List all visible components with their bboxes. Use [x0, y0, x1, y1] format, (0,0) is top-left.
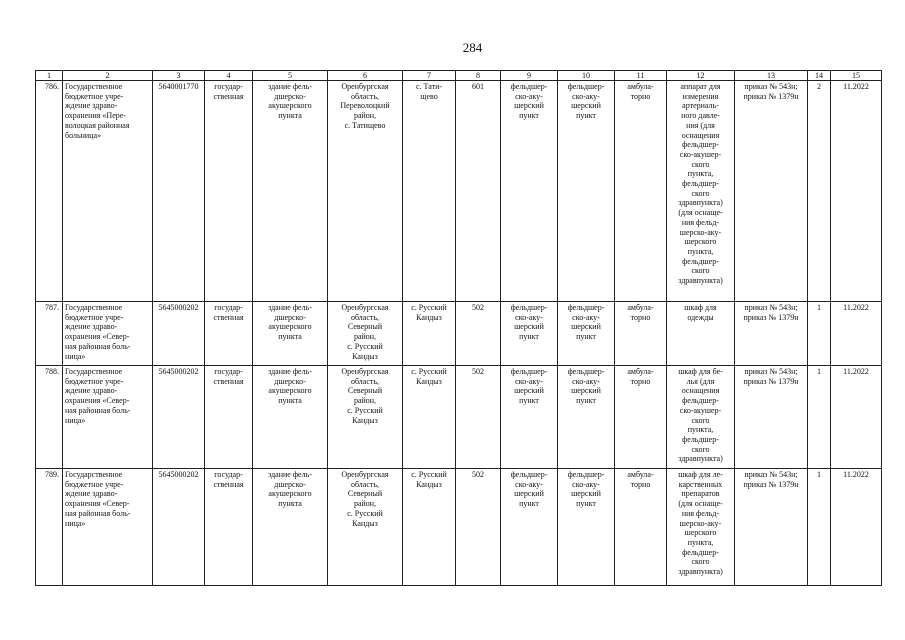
facility-type-cell: фельдшер- ско-аку- шерский пункт	[501, 469, 558, 586]
table-row	[36, 81, 882, 302]
column-header: 7	[403, 71, 456, 81]
subdivision-cell: фельдшер- ско-аку- шерский пункт	[558, 469, 615, 586]
care-form-cell: амбула- торно	[615, 469, 667, 586]
ownership-cell: государ- ственная	[205, 469, 253, 586]
subdivision-cell: фельдшер- ско-аку- шерский пункт	[558, 302, 615, 366]
building-cell: здание фель- дшерско- акушерского пункта	[253, 302, 328, 366]
care-form-cell: амбула- торно	[615, 302, 667, 366]
order-cell: приказ № 543н; приказ № 1379н	[735, 302, 808, 366]
row-number: 788.	[36, 366, 63, 469]
quantity-cell: 2	[808, 81, 831, 302]
row-number: 786.	[36, 81, 63, 302]
row-number: 787.	[36, 302, 63, 366]
equipment-cell: шкаф для одежды	[667, 302, 735, 366]
address-cell: Оренбургская область, Переволоцкий район, с. Татищево	[328, 81, 403, 302]
equipment-cell: шкаф для бе- лья (для оснащения фельдшер- ско-акушер- ского пункта, фельдшер- ского здравпункта)	[667, 366, 735, 469]
quantity-cell: 1	[808, 469, 831, 586]
order-cell: приказ № 543н; приказ № 1379н	[735, 81, 808, 302]
date-cell: 11.2022	[831, 469, 882, 586]
column-header: 8	[456, 71, 501, 81]
settlement-cell: с. Русский Кандыз	[403, 366, 456, 469]
ownership-cell: государ- ственная	[205, 302, 253, 366]
code-cell: 601	[456, 81, 501, 302]
date-cell: 11.2022	[831, 302, 882, 366]
inn-cell: 5640001770	[153, 81, 205, 302]
registry-table	[35, 70, 882, 586]
inn-cell: 5645000202	[153, 366, 205, 469]
subdivision-cell: фельдшер- ско-аку- шерский пункт	[558, 366, 615, 469]
column-header: 4	[205, 71, 253, 81]
facility-type-cell: фельдшер- ско-аку- шерский пункт	[501, 81, 558, 302]
ownership-cell: государ- ственная	[205, 81, 253, 302]
quantity-cell: 1	[808, 366, 831, 469]
settlement-cell: с. Тати- щево	[403, 81, 456, 302]
subdivision-cell: фельдшер- ско-аку- шерский пункт	[558, 81, 615, 302]
facility-type-cell: фельдшер- ско-аку- шерский пункт	[501, 366, 558, 469]
column-header: 3	[153, 71, 205, 81]
organization-name: Государственное бюджетное учре- ждение здраво- охранения «Север- ная районная боль- ница»	[63, 366, 153, 469]
date-cell: 11.2022	[831, 366, 882, 469]
table-row	[36, 302, 882, 366]
code-cell: 502	[456, 366, 501, 469]
inn-cell: 5645000202	[153, 302, 205, 366]
table-row	[36, 366, 882, 469]
column-header: 9	[501, 71, 558, 81]
building-cell: здание фель- дшерско- акушерского пункта	[253, 366, 328, 469]
address-cell: Оренбургская область, Северный район, с. Русский Кандыз	[328, 302, 403, 366]
table-row	[36, 469, 882, 586]
page-number: 284	[462, 40, 483, 55]
equipment-cell: шкаф для ле- карственных препаратов (для оснаще- ния фельд- шерско-аку- шерского пункта, фельдшер- ского здравпункта)	[667, 469, 735, 586]
column-header: 14	[808, 71, 831, 81]
care-form-cell: амбула- торно	[615, 81, 667, 302]
column-header: 11	[615, 71, 667, 81]
inn-cell: 5645000202	[153, 469, 205, 586]
column-header: 2	[63, 71, 153, 81]
settlement-cell: с. Русский Кандыз	[403, 469, 456, 586]
column-header: 15	[831, 71, 882, 81]
order-cell: приказ № 543н; приказ № 1379н	[735, 366, 808, 469]
column-header: 10	[558, 71, 615, 81]
address-cell: Оренбургская область, Северный район, с. Русский Кандыз	[328, 366, 403, 469]
column-header: 5	[253, 71, 328, 81]
column-header: 6	[328, 71, 403, 81]
organization-name: Государственное бюджетное учре- ждение здраво- охранения «Север- ная районная боль- ница»	[63, 302, 153, 366]
header-row	[36, 71, 882, 81]
column-header: 12	[667, 71, 735, 81]
building-cell: здание фель- дшерско- акушерского пункта	[253, 81, 328, 302]
building-cell: здание фель- дшерско- акушерского пункта	[253, 469, 328, 586]
code-cell: 502	[456, 302, 501, 366]
address-cell: Оренбургская область, Северный район, с. Русский Кандыз	[328, 469, 403, 586]
date-cell: 11.2022	[831, 81, 882, 302]
code-cell: 502	[456, 469, 501, 586]
ownership-cell: государ- ственная	[205, 366, 253, 469]
organization-name: Государственное бюджетное учре- ждение здраво- охранения «Север- ная районная боль- ница»	[63, 469, 153, 586]
organization-name: Государственное бюджетное учре- ждение здраво- охранения «Пере- волоцкая районная больница»	[63, 81, 153, 302]
column-header: 13	[735, 71, 808, 81]
quantity-cell: 1	[808, 302, 831, 366]
row-number: 789.	[36, 469, 63, 586]
facility-type-cell: фельдшер- ско-аку- шерский пункт	[501, 302, 558, 366]
settlement-cell: с. Русский Кандыз	[403, 302, 456, 366]
care-form-cell: амбула- торно	[615, 366, 667, 469]
order-cell: приказ № 543н; приказ № 1379н	[735, 469, 808, 586]
column-header: 1	[36, 71, 63, 81]
equipment-cell: аппарат для измерения артериаль- ного давле- ния (для оснащения фельдшер- ско-акушер- ского пункта, фельдшер- ского здравпункта) (для оснаще- ния фельд- шерско-аку- шерского пункта, фельдшер- ского здравпункта)	[667, 81, 735, 302]
